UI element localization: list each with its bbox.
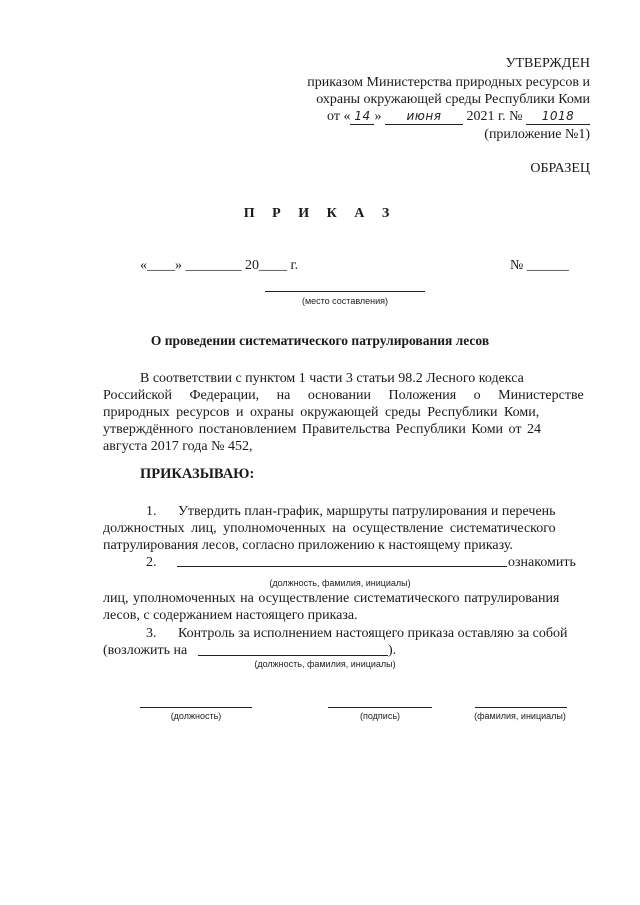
order-subject: О проведении систематического патрулирования лесов xyxy=(150,333,490,348)
item-2-number: 2. xyxy=(146,555,157,570)
item-3-line-2-prefix: (возложить на xyxy=(103,643,188,658)
approval-date-line xyxy=(327,108,590,126)
preamble-line-2: Российской Федерации, на основании Положения о Министерстве xyxy=(103,388,584,403)
year-text: 2021 г. № xyxy=(466,109,523,124)
place-caption: (место составления) xyxy=(301,296,389,306)
order-date-template: «____» ________ 20____ г. xyxy=(140,258,299,273)
item-2-tail: ознакомить xyxy=(508,555,576,570)
preamble-line-4: утверждённого постановлением Правительства Республики Коми от 24 xyxy=(103,422,541,437)
signature-sign-caption: (подпись) xyxy=(359,711,401,721)
signature-position-caption: (должность) xyxy=(170,711,222,721)
order-word: ПРИКАЗЫВАЮ: xyxy=(140,466,255,482)
signature-name-line xyxy=(475,707,567,708)
item-3-number: 3. xyxy=(146,626,157,641)
item-1-line-1: Утвердить план-график, маршруты патрулирования и перечень xyxy=(178,504,556,519)
approval-line-3: охраны окружающей среды Республики Коми xyxy=(316,92,590,107)
date-mid: » xyxy=(374,109,382,124)
place-line xyxy=(265,291,425,292)
item-2-caption: (должность, фамилия, инициалы) xyxy=(269,578,411,588)
signature-sign-line xyxy=(328,707,432,708)
item-1-number: 1. xyxy=(146,504,157,519)
item-2-blank-line xyxy=(177,566,507,567)
item-2-line-3: лесов, с содержанием настоящего приказа. xyxy=(103,608,358,623)
sample-label: ОБРАЗЕЦ xyxy=(530,161,590,176)
date-prefix: от « xyxy=(327,109,351,124)
item-2-line-2: лиц, уполномоченных на осуществление систематического патрулирования xyxy=(103,591,560,606)
item-3-line-2-suffix: ). xyxy=(388,643,397,658)
preamble-line-5: августа 2017 года № 452, xyxy=(103,439,253,454)
month-field xyxy=(385,109,463,125)
signature-name-caption: (фамилия, инициалы) xyxy=(474,711,566,721)
item-3-blank-line xyxy=(198,655,388,656)
day-field xyxy=(350,109,374,125)
approval-appendix: (приложение №1) xyxy=(484,127,590,142)
preamble-line-1: В соответствии с пунктом 1 части 3 статьи 98.2 Лесного кодекса xyxy=(140,371,524,386)
number-field xyxy=(526,109,590,125)
order-number: № ______ xyxy=(510,258,569,273)
item-1-line-2: должностных лиц, уполномоченных на осуществление систематического xyxy=(103,521,556,536)
day-handwritten: 14 xyxy=(354,109,371,123)
approval-title: УТВЕРЖДЕН xyxy=(505,56,590,71)
order-title: П Р И К А З xyxy=(243,206,397,221)
approval-line-2: приказом Министерства природных ресурсов и xyxy=(307,75,590,90)
item-3-line-1: Контроль за исполнением настоящего приказа оставляю за собой xyxy=(178,626,568,641)
month-handwritten: июня xyxy=(406,109,442,123)
item-1-line-3: патрулирования лесов, согласно приложению к настоящему приказу. xyxy=(103,538,513,553)
signature-position-line xyxy=(140,707,252,708)
preamble-line-3: природных ресурсов и охраны окружающей среды Республики Коми, xyxy=(103,405,540,420)
number-handwritten: 1018 xyxy=(541,109,575,123)
item-3-caption: (должность, фамилия, инициалы) xyxy=(254,659,396,669)
